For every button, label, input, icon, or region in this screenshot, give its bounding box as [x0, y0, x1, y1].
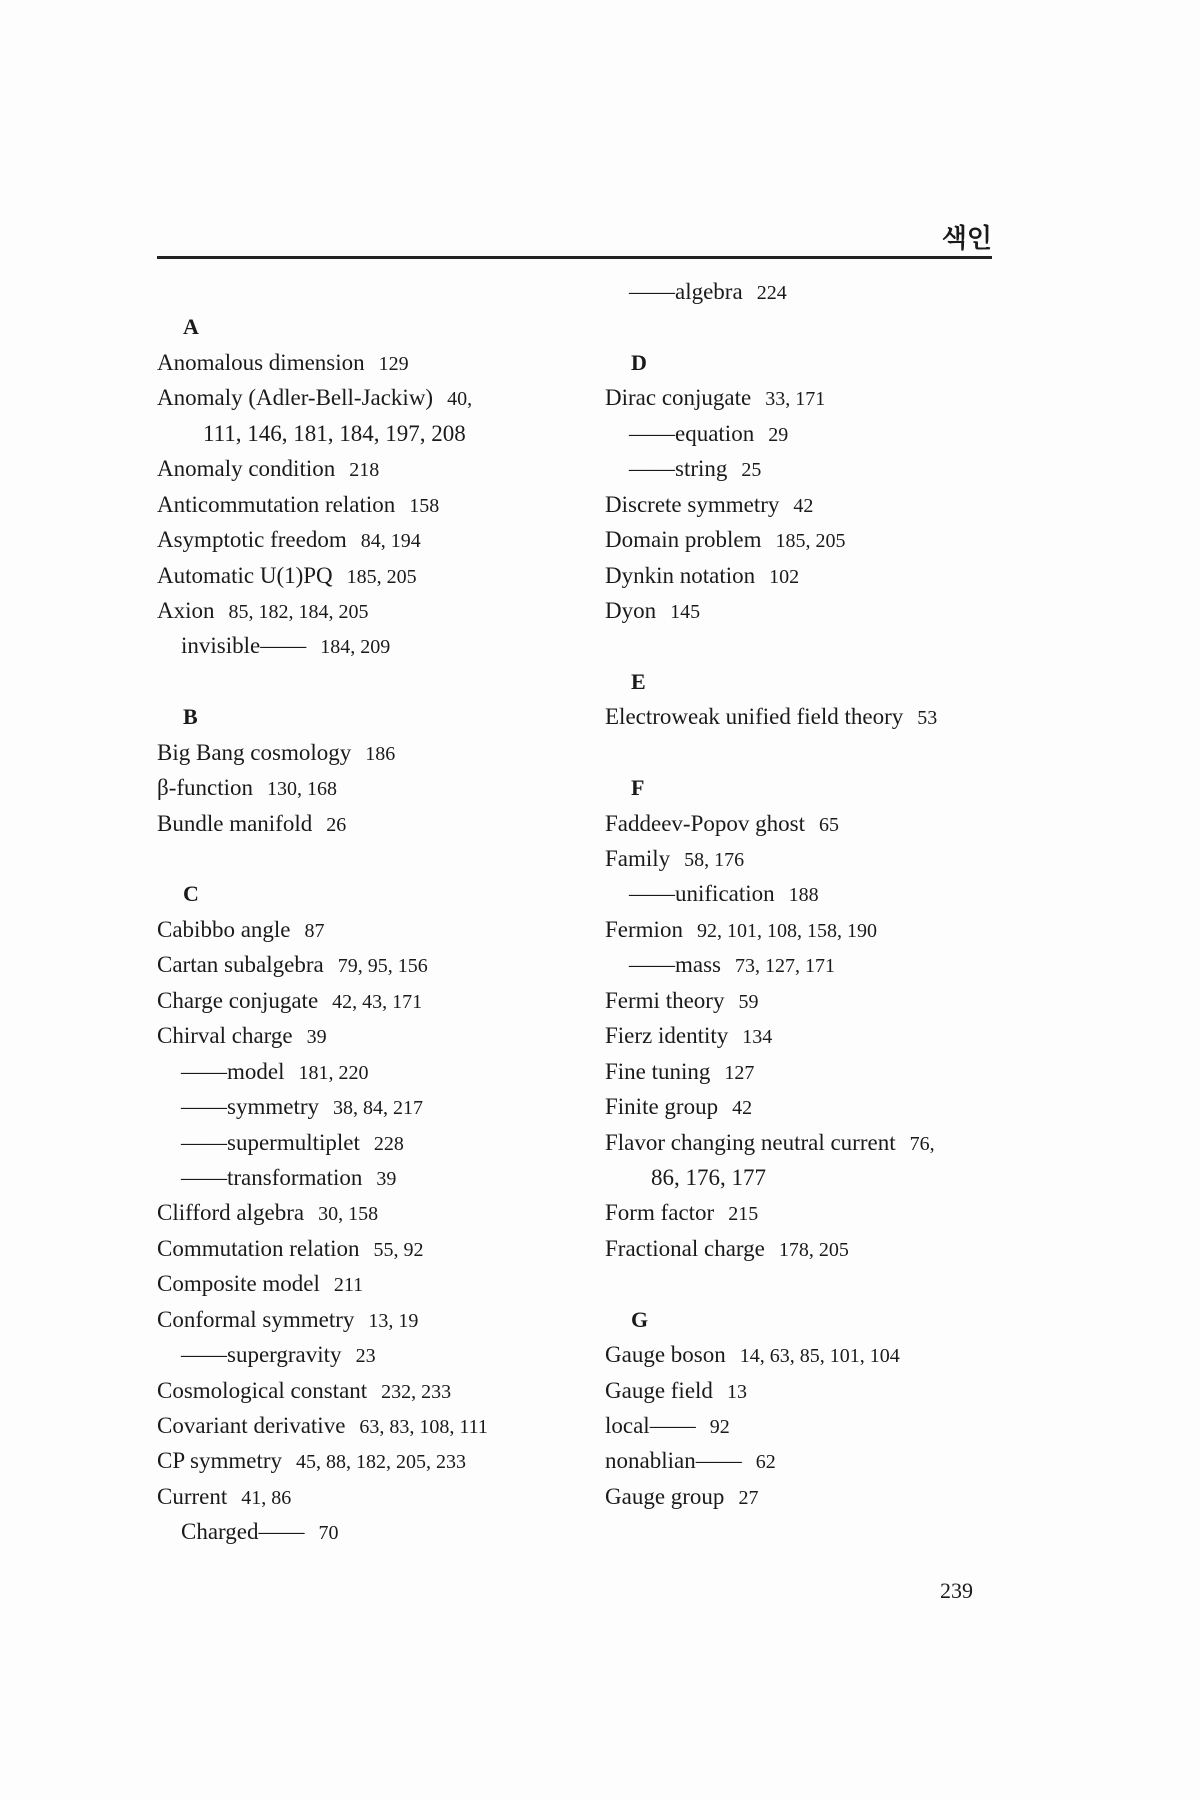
index-entry: [157, 1018, 577, 1053]
index-entry: [605, 1160, 1025, 1195]
index-entry: [605, 416, 1025, 451]
entry-pages: 186: [365, 742, 396, 765]
entry-term: Composite model: [157, 1271, 320, 1297]
entry-term: Discrete symmetry: [605, 491, 780, 517]
entry-term: Fermion: [605, 916, 683, 942]
index-entry: [605, 1408, 1025, 1443]
index-column-right: [605, 274, 1025, 1514]
entry-term: Anomaly condition: [157, 456, 336, 482]
entry-term: Cartan subalgebra: [157, 952, 324, 978]
entry-term: ——algebra: [629, 279, 743, 304]
entry-pages: 84, 194: [360, 530, 421, 553]
index-entry: [157, 912, 577, 947]
index-entry: [157, 558, 577, 593]
entry-pages: 40,: [447, 388, 473, 411]
index-column-left: [157, 274, 577, 1550]
entry-pages: 178, 205: [778, 1238, 849, 1261]
entry-term: Flavor changing neutral current: [605, 1129, 896, 1155]
index-entry: [157, 416, 577, 451]
entry-pages: 59: [738, 990, 759, 1013]
index-entry: [605, 1018, 1025, 1053]
index-entry: [605, 1479, 1025, 1514]
entry-term: nonablian——: [605, 1448, 742, 1474]
entry-pages: 42: [732, 1097, 753, 1120]
entry-term: Cabibbo angle: [157, 916, 291, 942]
index-entry: [605, 1054, 1025, 1089]
entry-term: Anomaly (Adler-Bell-Jackiw): [157, 385, 434, 411]
entry-pages: 87: [304, 919, 325, 942]
entry-pages: 58, 176: [684, 849, 745, 871]
entry-term: Commutation relation: [157, 1235, 360, 1261]
index-entry: [157, 770, 577, 805]
entry-pages: 29: [768, 423, 789, 446]
entry-pages: 39: [376, 1167, 397, 1190]
entry-pages: 129: [378, 352, 409, 375]
entry-pages: 224: [756, 282, 787, 304]
index-entry: [157, 1089, 577, 1124]
entry-pages: 38, 84, 217: [333, 1097, 423, 1120]
index-entry: [605, 876, 1025, 911]
entry-term: Fierz identity: [605, 1023, 729, 1049]
entry-term: Gauge field: [605, 1377, 713, 1403]
entry-pages: 33, 171: [765, 388, 826, 411]
entry-term: Domain problem: [605, 527, 762, 553]
index-entry: [605, 983, 1025, 1018]
index-entry: [605, 487, 1025, 522]
index-entry: [605, 274, 1025, 309]
entry-pages: 42: [793, 494, 814, 517]
entry-term: Chirval charge: [157, 1023, 293, 1049]
entry-term: Charged——: [181, 1519, 305, 1545]
section-heading: B: [183, 704, 198, 730]
entry-term: Anomalous dimension: [157, 349, 365, 375]
running-head: 색인: [941, 224, 992, 254]
entry-pages: 26: [326, 813, 347, 836]
index-entry: [605, 1231, 1025, 1266]
entry-pages: 102: [769, 565, 800, 588]
entry-term: β-function: [157, 775, 254, 801]
section-heading: F: [631, 775, 645, 801]
entry-pages: 181, 220: [298, 1061, 369, 1084]
entry-term: Asymptotic freedom: [157, 527, 347, 553]
entry-pages: 65: [818, 813, 839, 836]
entry-term: Anticommutation relation: [157, 491, 396, 517]
index-entry: [157, 1373, 577, 1408]
entry-pages: 76,: [909, 1132, 935, 1155]
index-entry: [605, 558, 1025, 593]
index-entry: [157, 593, 577, 628]
entry-term: Finite group: [605, 1094, 719, 1120]
entry-term: ——unification: [629, 881, 775, 907]
entry-pages: 13, 19: [368, 1309, 419, 1332]
index-entry: [605, 806, 1025, 841]
index-entry: [157, 451, 577, 486]
entry-pages: 92, 101, 108, 158, 190: [696, 919, 877, 942]
entry-term: Family: [605, 846, 671, 871]
entry-pages: 41, 86: [241, 1486, 292, 1509]
entry-pages: 158: [409, 494, 440, 517]
entry-term: ——string: [629, 456, 728, 482]
entry-term: Charge conjugate: [157, 987, 319, 1013]
entry-term: Big Bang cosmology: [157, 739, 352, 765]
index-entry: [157, 1337, 577, 1372]
entry-pages: 184, 209: [320, 636, 391, 659]
entry-term: ——equation: [629, 420, 755, 446]
entry-pages: 23: [355, 1345, 376, 1368]
entry-term: ——symmetry: [181, 1094, 319, 1120]
entry-pages: 188: [788, 884, 819, 907]
entry-term: 111, 146, 181, 184, 197, 208: [203, 420, 466, 446]
entry-pages: 42, 43, 171: [332, 990, 423, 1013]
entry-pages: 79, 95, 156: [337, 955, 428, 978]
entry-term: ——supermultiplet: [181, 1129, 360, 1155]
entry-pages: 232, 233: [381, 1380, 452, 1403]
entry-term: Gauge boson: [605, 1342, 726, 1368]
entry-pages: 70: [318, 1522, 339, 1545]
index-entry: [605, 451, 1025, 486]
index-entry: [605, 380, 1025, 415]
index-entry: [157, 1514, 577, 1549]
entry-pages: 39: [306, 1026, 327, 1049]
index-entry: [157, 1443, 577, 1478]
entry-term: Form factor: [605, 1200, 715, 1226]
entry-term: local——: [605, 1413, 696, 1438]
entry-term: Covariant derivative: [157, 1413, 346, 1438]
page-number: 239: [940, 1578, 973, 1603]
index-entry: [157, 1231, 577, 1266]
index-entry: [157, 487, 577, 522]
entry-term: Dirac conjugate: [605, 385, 752, 411]
index-entry: [157, 1125, 577, 1160]
header-rule: [157, 256, 992, 259]
entry-term: invisible——: [181, 633, 307, 659]
index-entry: [157, 345, 577, 380]
index-entry: [605, 1443, 1025, 1478]
index-entry: [605, 947, 1025, 982]
entry-pages: 30, 158: [318, 1203, 379, 1226]
index-entry: [605, 593, 1025, 628]
section-heading: A: [183, 314, 199, 340]
index-entry: [605, 522, 1025, 557]
entry-term: Gauge group: [605, 1483, 725, 1509]
entry-term: Fractional charge: [605, 1235, 765, 1261]
index-entry: [157, 735, 577, 770]
index-entry: [157, 1408, 577, 1443]
entry-term: Current: [157, 1483, 228, 1509]
index-entry: [157, 522, 577, 557]
index-entry: [605, 699, 1025, 734]
entry-pages: 92: [709, 1416, 730, 1438]
index-entry: [605, 841, 1025, 876]
entry-term: CP symmetry: [157, 1448, 283, 1474]
section-heading: E: [631, 668, 646, 694]
index-entry: [157, 380, 577, 415]
entry-term: Dyon: [605, 597, 657, 623]
entry-pages: 185, 205: [346, 565, 417, 588]
index-entry: [157, 983, 577, 1018]
entry-term: Fine tuning: [605, 1058, 711, 1084]
index-entry: [605, 1195, 1025, 1230]
index-entry: [605, 1337, 1025, 1372]
entry-pages: 25: [741, 459, 762, 482]
section-heading: C: [183, 881, 199, 907]
entry-pages: 53: [917, 707, 938, 730]
index-entry: [605, 1373, 1025, 1408]
entry-pages: 27: [738, 1486, 759, 1509]
entry-pages: 13: [726, 1380, 747, 1403]
entry-term: Faddeev-Popov ghost: [605, 810, 805, 836]
entry-pages: 127: [724, 1061, 755, 1084]
entry-term: Conformal symmetry: [157, 1306, 355, 1332]
entry-term: ——transformation: [181, 1164, 363, 1190]
entry-term: 86, 176, 177: [651, 1164, 766, 1190]
entry-pages: 185, 205: [775, 530, 846, 553]
index-entry: [605, 1125, 1025, 1160]
entry-term: ——supergravity: [181, 1342, 342, 1368]
entry-term: Cosmological constant: [157, 1377, 368, 1403]
entry-pages: 130, 168: [267, 778, 338, 801]
entry-term: ——mass: [629, 952, 721, 978]
entry-term: Fermi theory: [605, 987, 725, 1013]
entry-pages: 55, 92: [373, 1238, 424, 1261]
entry-pages: 218: [349, 459, 380, 482]
section-heading: G: [631, 1306, 649, 1332]
index-entry: [157, 947, 577, 982]
index-entry: [157, 806, 577, 841]
entry-term: Bundle manifold: [157, 810, 313, 836]
index-entry: [157, 1054, 577, 1089]
entry-pages: 215: [728, 1203, 759, 1226]
entry-pages: 85, 182, 184, 205: [228, 600, 369, 623]
index-entry: [157, 628, 577, 663]
entry-pages: 45, 88, 182, 205, 233: [296, 1451, 467, 1474]
entry-term: Dynkin notation: [605, 562, 756, 588]
entry-term: Clifford algebra: [157, 1200, 305, 1226]
entry-pages: 228: [373, 1132, 404, 1155]
index-entry: [605, 1089, 1025, 1124]
entry-term: Axion: [157, 597, 215, 623]
index-entry: [157, 1266, 577, 1301]
index-entry: [605, 912, 1025, 947]
entry-term: Electroweak unified field theory: [605, 704, 904, 730]
index-entry: [157, 1479, 577, 1514]
index-entry: [157, 1302, 577, 1337]
entry-term: ——model: [181, 1058, 285, 1084]
index-entry: [157, 1160, 577, 1195]
entry-pages: 145: [670, 600, 701, 623]
entry-pages: 134: [742, 1026, 773, 1049]
index-entry: [157, 1195, 577, 1230]
entry-pages: 62: [755, 1451, 776, 1474]
entry-pages: 73, 127, 171: [735, 955, 835, 978]
entry-term: Automatic U(1)PQ: [157, 562, 333, 588]
section-heading: D: [631, 349, 647, 375]
entry-pages: 211: [333, 1274, 364, 1297]
entry-pages: 14, 63, 85, 101, 104: [739, 1345, 900, 1368]
entry-pages: 63, 83, 108, 111: [359, 1416, 488, 1438]
